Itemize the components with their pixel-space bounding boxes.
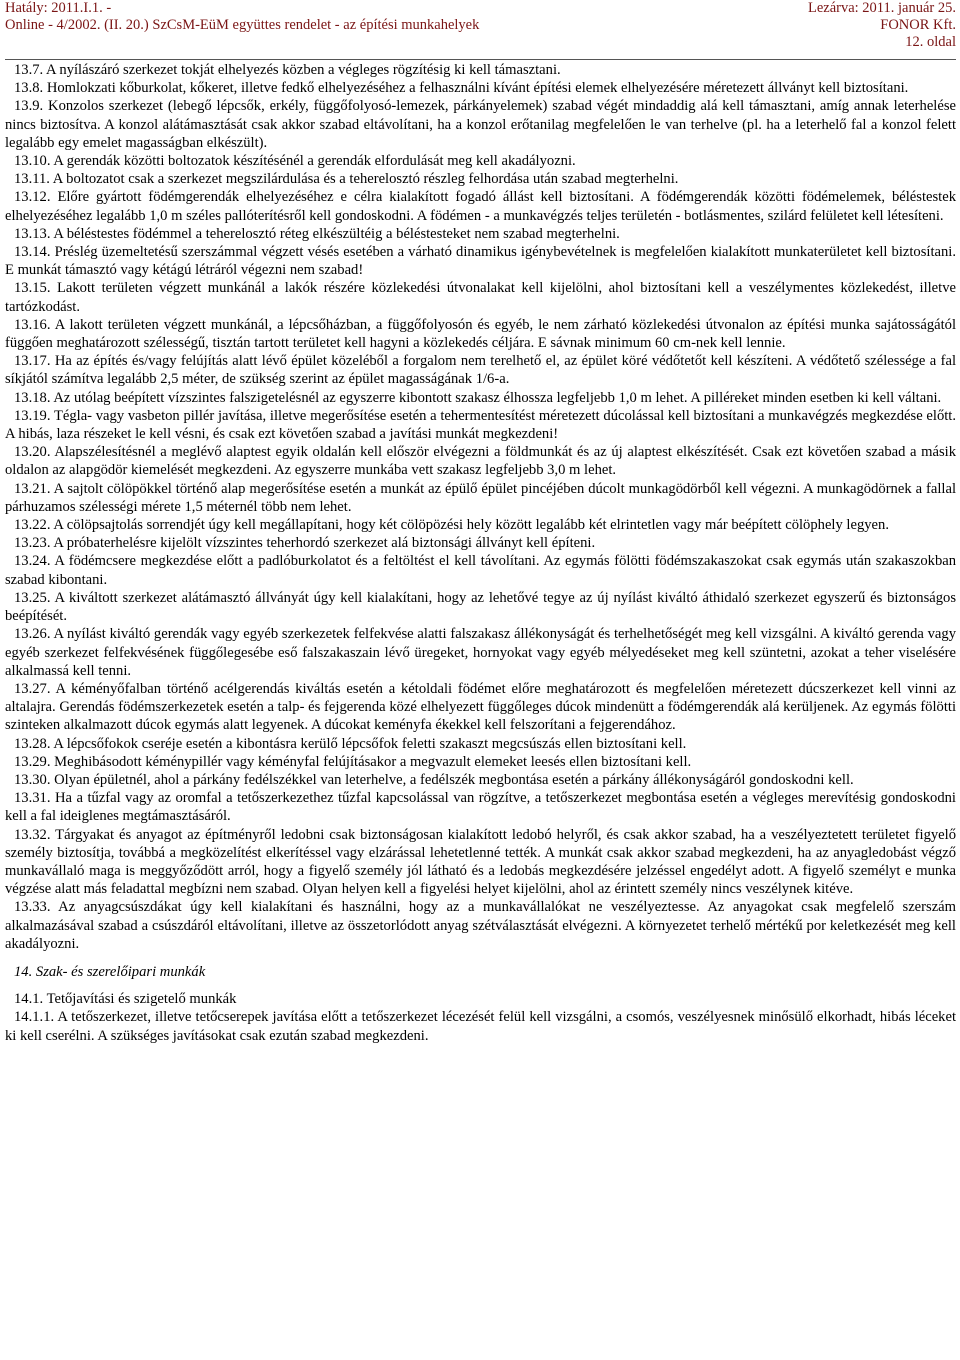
paragraph [5,97,956,152]
paragraph [5,898,956,953]
paragraph-number: 13.15. [14,280,51,297]
paragraph [5,753,956,771]
paragraph [5,407,956,443]
paragraph-text: Az utólag beépített vízszintes falszigetelésnél az egyszerre kibontott szakasz élhossza legfeljebb 1,0 m lehet. A pilléreket minden esetben ki kell váltani. [53,389,942,406]
subsection-heading: 14.1. Tetőjavítási és szigetelő munkák [14,991,237,1008]
paragraph-number: 13.17. [14,353,51,370]
header-regulation-title: Online - 4/2002. (II. 20.) SzCsM-EüM együttes rendelet - az építési munkahelyek [5,17,480,33]
paragraph [5,735,956,753]
paragraph-text: A próbaterhelésre kijelölt vízszintes teherhordó szerkezet alá biztonsági állványt kell építeni. [53,535,596,552]
paragraph-text: Olyan épületnél, ahol a párkány fedélszékkel van leterhelve, a fedélszék megbontása esetén a párkány állékonyságáról gondoskodni kell. [54,771,854,788]
paragraph [5,79,956,97]
paragraph [5,61,956,79]
paragraph-number: 13.30. [14,771,51,788]
paragraph [5,771,956,789]
paragraph-number: 13.19. [14,407,51,424]
paragraph-text: Az anyagcsúszdákat úgy kell kialakítani és használni, hogy az a munkavállalókat ne veszélyeztesse. Az anyagokat csak megfelelő szerszám alkalmazásával szabad a csúszdáról eltávolítani, illetve az összetorlódott anyag szétválasztását elvégezni. A környezetet terhelő mértékű por keletkezését meg kell akadályozni. [5,899,957,952]
paragraph-text: A boltozatot csak a szerkezet megszilárdulása és a teherelosztó részleg felhordása után szabad megterhelni. [52,171,679,188]
paragraph-text: Lakott területen végzett munkánál a lakók részére közlekedési útvonalakat kell kijelölni, ahol biztosítani kell a veszélymentes közlekedést, illetve tartózkodást. [5,280,956,315]
paragraph-number: 13.27. [14,680,51,697]
paragraph-text: Préslég üzemeltetésű szerszámmal végzett vésés esetében a várható dinamikus igénybevételnek is megfelelően kialakított munkaterületet kell biztosítani. E munkát támasztó vagy kétágú létráról végezni nem szabad! [5,244,956,279]
header-divider [5,59,956,60]
paragraph-number: 13.32. [14,826,51,843]
paragraph-number: 13.23. [14,535,51,552]
paragraph [5,225,956,243]
paragraph-text: A tetőszerkezet, illetve tetőcserepek javítása előtt a tetőszerkezet lécezését felül kell vizsgálni, a csomós, veszélyesnek minősülő elkorhadt, hibás léceket ki kell cserélni. A szükséges javításokat csak ezután szabad megkezdeni. [5,1009,957,1044]
paragraph-text: A nyílást kiváltó gerendák vagy egyéb szerkezetek felfekvése alatti falszakasz állékonyságát és terhelhetőségét meg kell vizsgálni. A kiváltó gerenda vagy egyéb szerkezet felfekvésének függőlegesébe eső falszakaszain lévő üregeket, hornyokat vagy egyéb mélyedéseket meg kell szüntetni, azokat a teher viselésére alkalmassá kell tenni. [5,626,957,679]
paragraph-text: Előre gyártott födémgerendák elhelyezéséhez e célra kialakított fogadó állást kell biztosítani. A födémgerendák közötti födémelemek, béléstestek elhelyezéséhez legalább 1,0 m széles pallóterítésről kell gondoskodni. A födémen - a munkavégzés teljes területén - botlásmentes, szilárd felületet kell létesíteni. [5,189,956,224]
paragraph [5,826,956,899]
paragraph-number: 13.12. [14,189,51,206]
paragraph [5,480,956,516]
paragraph [5,243,956,279]
paragraph-number: 13.28. [14,735,51,752]
header-closed-date: Lezárva: 2011. január 25. [807,0,956,16]
paragraph-text: A nyílászáró szerkezet tokját elhelyezés közben a végleges rögzítésig ki kell támasztani. [46,62,561,78]
paragraph-number: 13.8. [14,80,44,97]
paragraph-number: 13.24. [14,553,51,570]
paragraph-number: 13.10. [14,153,51,170]
header-publisher: FONOR Kft. [880,17,956,33]
paragraph-text: A födémcsere megkezdése előtt a padlóburkolatot és a feltöltést el kell távolítani. Az egymás fölötti födémszakaszokat csak egymás után szakaszokban szabad kibontani. [5,553,957,588]
paragraph [5,170,956,188]
paragraph-number: 13.31. [14,790,51,807]
paragraph-text: Tégla- vagy vasbeton pillér javítása, illetve megerősítése esetén a tehermentesítést méretezett dúcolással kell biztosítani a munkavégzés megkezdése előtt. A hibás, laza részeket le kell vésni, és csak ezt követően szabad a javítási munkát megkezdeni! [5,407,956,443]
header-validity: Hatály: 2011.I.1. - [5,0,112,16]
paragraph-number: 13.26. [14,626,51,643]
paragraph-text: Meghibásodott kéménypillér vagy kéményfal felújításakor a megvazult elemeket leesés ellen biztosítani kell. [54,753,692,770]
header-left [5,0,479,34]
paragraph-number: 13.9. [14,98,44,115]
paragraph [5,534,956,552]
paragraph [5,552,956,588]
paragraph-number: 14.1.1. [14,1009,55,1026]
paragraph-number: 13.7. [14,62,44,78]
paragraph-number: 13.11. [14,171,50,188]
paragraph [5,1008,956,1044]
paragraph-number: 13.13. [14,225,51,242]
paragraph [5,152,956,170]
paragraph-text: Ha a tűzfal vagy az oromfal a tetőszerkezethez tűzfal kapcsolással van rögzítve, a tetőszerkezet megbontása esetén a végleges merevítésig gondoskodni kell a fal ideiglenes megtámasztásáról. [5,790,956,825]
paragraph-text: A kéményőfalban történő acélgerendás kiváltás esetén a kétoldali födémet előre meghatározott és megfelelően méretezett dúcszerkezet kell vinni az altalajra. Gerendás födémszerkezetek esetén a talp- és fejgerenda közé elhelyezett függőleges dúcok mindenütt a födémgerendák alá kerüljenek. Az egymás fölötti szinteken alkalmazott dúcok egymás alatt legyenek. A dúcokat keményfa ékekkel kell felszorítani a fejgerendához. [5,680,957,734]
paragraph [5,680,956,735]
paragraph-text: A cölöpsajtolás sorrendjét úgy kell megállapítani, hogy két cölöpözési hely között legalább két elrintetlen vagy már beépített cölöphely legyen. [53,517,889,534]
header-right [808,0,956,51]
paragraph-text: A lakott területen végzett munkánál, a lépcsőházban, a függőfolyosón és egyéb, le nem zárható közlekedési útvonalon az építési munka sajátosságától függően meghatározott szélességű, tisztán tartott területet kell hagyni a közlekedés céljára. E sávnak minimum 60 cm-nek kell lennie. [5,316,956,352]
document-body [5,61,956,1045]
paragraph [5,589,956,625]
paragraph [5,443,956,479]
paragraph-text: A kiváltott szerkezet alátámasztó állványát úgy kell kialakítani, hogy az lehetővé tegye az új nyílást kiváltó áthidaló szerkezet egyszerű és biztonságos beépítését. [5,589,956,625]
paragraph-number: 13.14. [14,244,51,261]
header-page-number: 12. oldal [905,34,956,50]
paragraph-text: Alapszélesítésnél a meglévő alaptest egyik oldalán kell először elvégezni a földmunkát és az új alaptest elkészítését. Csak ezt követően szabad a másik oldalon az alapgödör kiemelését megkezdeni. Az egyszerre munkába vett szakasz legfeljebb 3,0 m lehet. [5,444,957,479]
paragraph-text: A gerendák közötti boltozatok készítésénél a gerendák elfordulását meg kell akadályozni. [53,153,576,170]
paragraph-text: Homlokzati kőburkolat, kőkeret, illetve fedkő elhelyezéséhez a felhasználni kívánt építési elemek elhelyezésére méretezett állványt kell biztosítani. [46,80,909,97]
paragraph-text: Konzolos szerkezet (lebegő lépcsők, erkély, függőfolyosó-lemezek, párkányelemek) szabad végét mindaddig alá kell támasztani, amíg annak leterhelése nincs biztosítva. A konzol alátámasztását csak akkor szabad eltávolítani, ha a konzol erőtanilag megfelelően le van terhelve (pl. ha a leterhelő fal a konzol felett legalább egy emelet magasságban elkészült). [5,98,956,151]
paragraph-number: 13.20. [14,444,51,461]
paragraph-number: 13.29. [14,753,51,770]
paragraph [5,316,956,352]
section-heading: 14. Szak- és szerelőipari munkák [14,963,206,980]
paragraph [5,188,956,224]
paragraph [5,389,956,407]
page-header [5,0,956,62]
paragraph-number: 13.18. [14,389,51,406]
paragraph-text: Tárgyakat és anyagot az építményről ledobni csak biztonságosan kialakított ledobó helyről, és csak akkor szabad, ha a veszélyeztetett területet figyelő személy biztosítja, továbbá a megközelítést elkerítéssel vagy elzárással lehetetlenné tették. A munkát csak akkor szabad megkezdeni, ha az anyagledobást végző munkavállaló maga is meggyőződött arról, hogy a figyelő személy jól látható és a ledobás megkezdésére jelzéssel engedélyt adott. A figyelő személyt e munka végzése alatt más feladattal megbízni nem szabad. Olyan helyen kell a figyelési helyet kijelölni, ahol az érintett személy nincs veszélynek kitéve. [5,826,956,898]
paragraph-text: A lépcsőfokok cseréje esetén a kibontásra kerülő lépcsőfok feletti szakaszt megcsúszás ellen biztosítani kell. [53,735,687,752]
paragraph [5,789,956,825]
paragraph-number: 13.16. [14,316,51,333]
paragraph-number: 13.21. [14,480,51,497]
paragraph [5,352,956,388]
paragraph [5,625,956,680]
paragraph-number: 13.33. [14,899,51,916]
paragraph-text: A sajtolt cölöpökkel történő alap megerősítése esetén a munkát az épülő épület pincéjében dúcolt munkagödörből kell végezni. A munkagödörnek a fallal párhuzamos szélességi mérete 1,5 méternél több nem lehet. [5,480,957,515]
paragraph-number: 13.22. [14,517,51,534]
paragraph [5,279,956,315]
paragraph-number: 13.25. [14,589,51,606]
paragraph [5,516,956,534]
paragraph-text: Ha az építés és/vagy felújítás alatt lévő épület közeléből a forgalom nem terelhető el, az épület köré védőtetőt kell készíteni. A védőtető szélessége a fal síkjától számítva legalább 2,5 méter, de szükség szerint az épület magasságának 1/6-a. [5,353,956,388]
paragraph-text: A béléstestes födémmel a teherelosztó réteg elkészültéig a béléstesteket nem szabad megterhelni. [53,225,620,242]
